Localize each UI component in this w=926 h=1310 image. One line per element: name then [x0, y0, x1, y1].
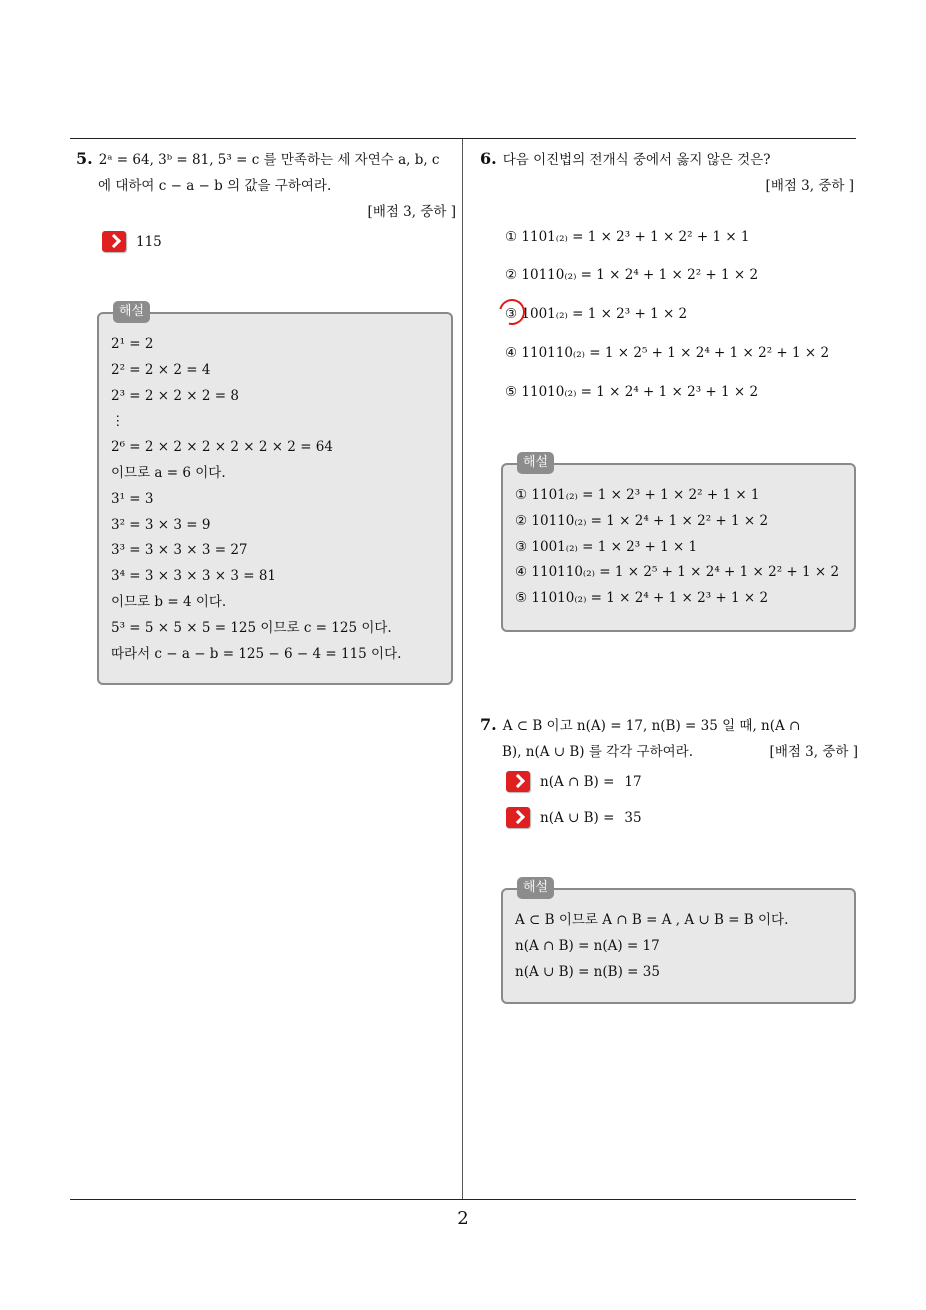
explanation-line: ② 10110₍₂₎ = 1 × 2⁴ + 1 × 2² + 1 × 2 — [515, 512, 769, 529]
selected-circle-mark — [494, 294, 530, 330]
column-divider — [462, 139, 463, 1200]
chevron-right-icon — [102, 231, 126, 252]
question-text-line2: 에 대하여 c − a − b 의 값을 구하여라. — [98, 178, 332, 194]
question-number: 6. — [480, 149, 497, 168]
question-number: 7. — [480, 715, 497, 734]
question-meta: [배점 3, 중하 ] — [367, 204, 456, 220]
explanation-line: A ⊂ B 이므로 A ∩ B = A , A ∪ B = B 이다. — [515, 912, 789, 928]
explanation-line: ⑤ 11010₍₂₎ = 1 × 2⁴ + 1 × 2³ + 1 × 2 — [515, 590, 769, 607]
explanation-line: 이므로 a = 6 이다. — [111, 464, 226, 481]
answer-row — [102, 231, 162, 252]
explanation-lines — [515, 483, 842, 612]
explanation-label: 해설 — [113, 301, 150, 323]
choice-text: ① 1101₍₂₎ = 1 × 2³ + 1 × 2² + 1 × 1 — [505, 229, 750, 245]
choice-text: ⑤ 11010₍₂₎ = 1 × 2⁴ + 1 × 2³ + 1 × 2 — [505, 384, 759, 400]
question-6 — [480, 146, 854, 199]
question-5 — [76, 146, 456, 225]
answer-value: 115 — [136, 233, 162, 250]
page-number: 2 — [457, 1208, 469, 1229]
question-text-line1: 2ᵃ = 64, 3ᵇ = 81, 5³ = c 를 만족하는 세 자연수 a, b, c — [98, 152, 440, 168]
explanation-line: ③ 1001₍₂₎ = 1 × 2³ + 1 × 1 — [515, 538, 698, 555]
explanation-line: ⋮ — [111, 413, 125, 430]
explanation-line: 2³ = 2 × 2 × 2 = 8 — [111, 387, 239, 404]
explanation-line: n(A ∪ B) = n(B) = 35 — [515, 963, 660, 980]
explanation-line: 5³ = 5 × 5 × 5 = 125 이므로 c = 125 이다. — [111, 619, 392, 636]
question-7 — [480, 712, 858, 765]
choice-item[interactable] — [505, 342, 829, 364]
explanation-line: 따라서 c − a − b = 125 − 6 − 4 = 115 이다. — [111, 645, 402, 662]
question-meta: [배점 3, 중하 ] — [765, 178, 854, 194]
explanation-line: 3¹ = 3 — [111, 490, 154, 507]
top-rule — [70, 138, 856, 139]
explanation-line: 3² = 3 × 3 = 9 — [111, 516, 211, 533]
explanation-lines — [515, 908, 842, 985]
answer-label: n(A ∩ B) = — [540, 773, 615, 790]
explanation-lines — [111, 332, 439, 667]
bottom-rule — [70, 1199, 856, 1200]
explanation-line: 이므로 b = 4 이다. — [111, 593, 227, 610]
explanation-label: 해설 — [517, 877, 554, 899]
explanation-line: 2² = 2 × 2 = 4 — [111, 361, 211, 378]
question-meta: [배점 3, 중하 ] — [769, 744, 858, 760]
answer-row — [506, 771, 642, 792]
chevron-right-icon — [506, 771, 530, 792]
explanation-line: ④ 110110₍₂₎ = 1 × 2⁵ + 1 × 2⁴ + 1 × 2² + 1 × 2 — [515, 564, 840, 581]
explanation-box — [97, 304, 453, 685]
choice-text: ② 10110₍₂₎ = 1 × 2⁴ + 1 × 2² + 1 × 2 — [505, 267, 759, 283]
explanation-box — [501, 455, 856, 632]
choice-text: ④ 110110₍₂₎ = 1 × 2⁵ + 1 × 2⁴ + 1 × 2² + 1 × 2 — [505, 345, 830, 361]
answer-value: 35 — [624, 809, 642, 826]
choice-item[interactable] — [505, 303, 687, 325]
explanation-line: ① 1101₍₂₎ = 1 × 2³ + 1 × 2² + 1 × 1 — [515, 487, 760, 503]
explanation-line: n(A ∩ B) = n(A) = 17 — [515, 937, 660, 954]
choice-item[interactable] — [505, 226, 750, 248]
explanation-line: 3⁴ = 3 × 3 × 3 × 3 = 81 — [111, 568, 277, 585]
answer-label: n(A ∪ B) = — [540, 809, 615, 826]
answer-row — [506, 807, 642, 828]
explanation-label: 해설 — [517, 452, 554, 474]
choice-item[interactable] — [505, 381, 758, 403]
question-text-line1: 다음 이진법의 전개식 중에서 옳지 않은 것은? — [502, 152, 771, 168]
choice-text: ③ 1001₍₂₎ = 1 × 2³ + 1 × 2 — [505, 306, 688, 322]
chevron-right-icon — [506, 807, 530, 828]
explanation-line: 2¹ = 2 — [111, 336, 154, 352]
question-number: 5. — [76, 149, 93, 168]
question-text-line2: B), n(A ∪ B) 를 각각 구하여라. — [502, 744, 694, 760]
choice-item[interactable] — [505, 264, 758, 286]
explanation-line: 2⁶ = 2 × 2 × 2 × 2 × 2 × 2 = 64 — [111, 439, 333, 456]
explanation-line: 3³ = 3 × 3 × 3 = 27 — [111, 542, 248, 559]
explanation-box — [501, 880, 856, 1004]
answer-value: 17 — [624, 773, 642, 790]
question-text-line1: A ⊂ B 이고 n(A) = 17, n(B) = 35 일 때, n(A ∩ — [502, 718, 801, 734]
